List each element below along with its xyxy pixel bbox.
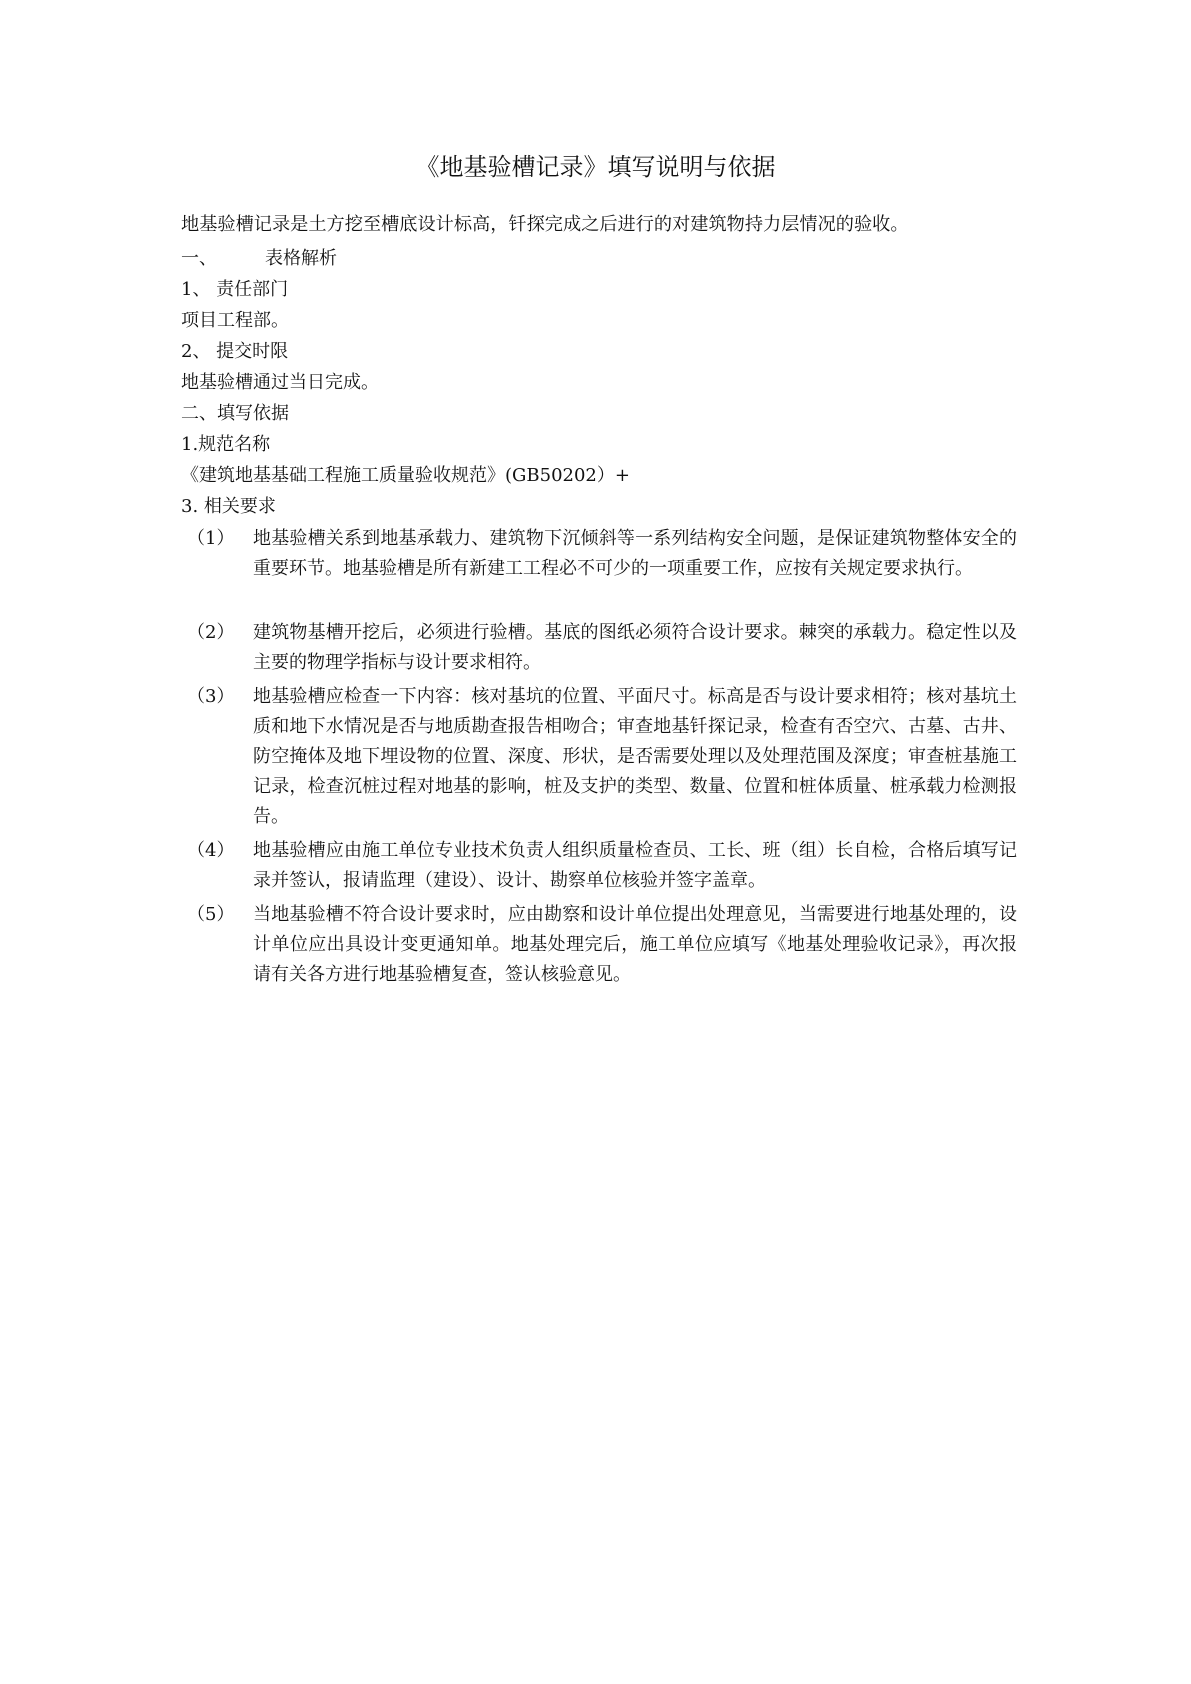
standard-name-heading: 1.规范名称 <box>181 434 271 455</box>
section2-heading: 二、填写依据 <box>181 403 289 424</box>
submit-deadline-text: 地基验槽通过当日完成。 <box>181 372 379 393</box>
requirement-text: 地基验槽应检查一下内容：核对基坑的位置、平面尺寸。标高是否与设计要求相符；核对基坑土质和地下水情况是否与地质勘查报告相吻合；审查地基钎探记录，检查有否空穴、古墓、古井、防空掩体及地下埋设物的位置、深度、形状，是否需要处理以及处理范围及深度；审查桩基施工记录，检查沉桩过程对地基的影响，桩及支护的类型、数量、位置和桩体质量、桩承载力检测报告。 <box>253 686 1017 827</box>
section1-heading: 表格解析 <box>265 248 337 269</box>
section1-number: 一、 <box>181 248 217 269</box>
requirement-number: （5） <box>187 904 235 925</box>
standard-name-text: 《建筑地基基础工程施工质量验收规范》(GB50202）+ <box>181 465 630 486</box>
requirement-number: （1） <box>187 528 235 549</box>
requirements-heading: 3. 相关要求 <box>181 496 276 517</box>
submit-deadline-heading: 2、 提交时限 <box>181 341 289 362</box>
responsible-dept-heading: 1、 责任部门 <box>181 279 289 300</box>
responsible-dept-text: 项目工程部。 <box>181 310 289 331</box>
requirement-text: 地基验槽应由施工单位专业技术负责人组织质量检查员、工长、班（组）长自检，合格后填写记录并签认，报请监理（建设）、设计、勘察单位核验并签字盖章。 <box>253 840 1017 891</box>
requirement-number: （3） <box>187 686 235 707</box>
document-title: 《地基验槽记录》填写说明与依据 <box>415 153 776 181</box>
requirement-text: 地基验槽关系到地基承载力、建筑物下沉倾斜等一系列结构安全问题，是保证建筑物整体安全的重要环节。地基验槽是所有新建工工程必不可少的一项重要工作，应按有关规定要求执行。 <box>253 528 1017 579</box>
intro-paragraph: 地基验槽记录是土方挖至槽底设计标高，钎探完成之后进行的对建筑物持力层情况的验收。 <box>181 214 909 235</box>
requirement-text: 建筑物基槽开挖后，必须进行验槽。基底的图纸必须符合设计要求。棘突的承载力。稳定性以及主要的物理学指标与设计要求相符。 <box>253 622 1017 673</box>
requirement-number: （4） <box>187 840 235 861</box>
requirement-number: （2） <box>187 622 235 643</box>
requirement-text: 当地基验槽不符合设计要求时，应由勘察和设计单位提出处理意见，当需要进行地基处理的，设计单位应出具设计变更通知单。地基处理完后，施工单位应填写《地基处理验收记录》，再次报请有关各方进行地基验槽复查，签认核验意见。 <box>253 904 1017 985</box>
